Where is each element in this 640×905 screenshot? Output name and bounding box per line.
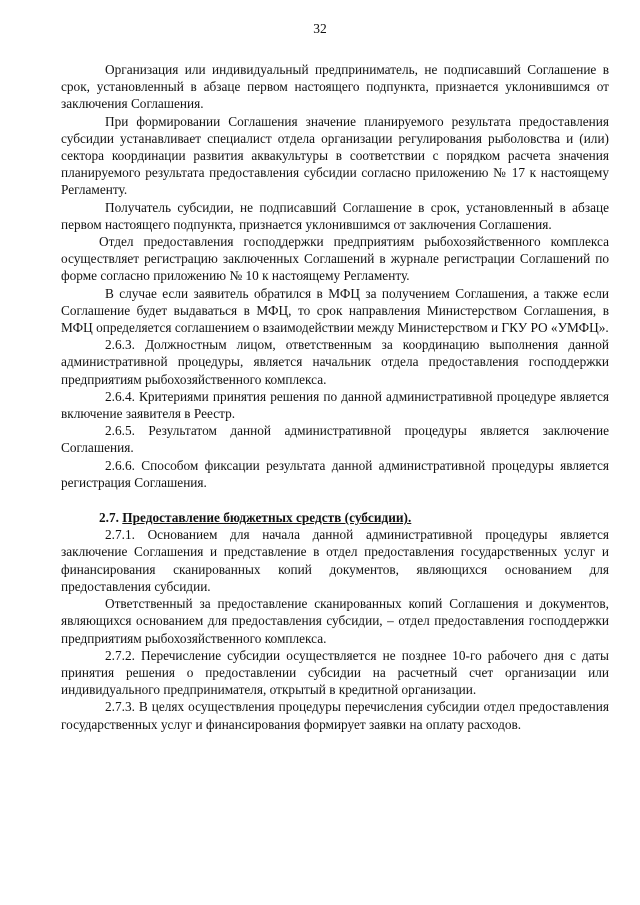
paragraph-2-6-4: 2.6.4. Критериями принятия решения по данной административной процедуре является включение заявителя в Реестр. — [61, 388, 609, 422]
paragraph-unsigned-agreement: Организация или индивидуальный предприниматель, не подписавший Соглашение в срок, установленный в абзаце первом настоящего подпункта, признается уклонившимся от заключения Соглашения. — [61, 62, 609, 112]
section-gap — [61, 491, 609, 509]
section-heading-title: Предоставление бюджетных средств (субсидии). — [122, 510, 412, 526]
paragraph-2-7-1: 2.7.1. Основанием для начала данной административной процедуры является заключение Соглашения и представление в отдел предоставления государственных услуг и финансирования сканированных копий документов, являющихся основанием для предоставления субсидии. — [61, 527, 609, 594]
section-heading-number: 2.7. — [99, 510, 119, 526]
paragraph-2-6-3: 2.6.3. Должностным лицом, ответственным за координацию выполнения данной административной процедуры, является начальник отдела предоставления господдержки предприятиям рыбохозяйственного комплекса. — [61, 337, 609, 387]
paragraph-responsible: Ответственный за предоставление сканированных копий Соглашения и документов, являющихся основанием для предоставления субсидии, – отдел предоставления господдержки предприятиям рыбохозяйственного комплекса. — [61, 596, 609, 646]
section-heading-2-7 — [61, 509, 609, 526]
paragraph-2-7-2: 2.7.2. Перечисление субсидии осуществляется не позднее 10-го рабочего дня с даты принятия решения о предоставлении субсидии на расчетный счет организации или индивидуального предпринимателя, открытый в кредитной организации. — [61, 647, 609, 698]
paragraph-planned-result: При формировании Соглашения значение планируемого результата предоставления субсидии устанавливает специалист отдела организации регулирования рыболовства и (или) сектора координации развития аквакультуры в соответствии с порядком расчета значения планируемого результата предоставления субсидии согласно приложению № 17 к настоящему Регламенту. — [61, 113, 609, 198]
paragraph-2-7-3: 2.7.3. В целях осуществления процедуры перечисления субсидии отдел предоставления государственных услуг и финансирования формирует заявки на оплату расходов. — [61, 699, 609, 732]
page-number: 32 — [313, 21, 327, 36]
paragraph-registration-journal: Отдел предоставления господдержки предприятиям рыбохозяйственного комплекса осуществляет регистрацию заключенных Соглашений в журнале регистрации Соглашений по форме согласно приложению № 10 к настоящему Регламенту. — [61, 234, 609, 284]
document-body — [61, 61, 609, 733]
paragraph-2-6-5: 2.6.5. Результатом данной административной процедуры является заключение Соглашения. — [61, 423, 609, 456]
paragraph-recipient-unsigned: Получатель субсидии, не подписавший Соглашение в срок, установленный в абзаце первом настоящего подпункта, признается уклонившимся от заключения Соглашения. — [61, 199, 609, 232]
paragraph-mfc: В случае если заявитель обратился в МФЦ за получением Соглашения, а также если Соглашение будет выдаваться в МФЦ, то срок направления Министерством Соглашения, в МФЦ определяется соглашением о взаимодействии между Министерством и ГКУ РО «УМФЦ». — [61, 285, 609, 336]
paragraph-2-6-6: 2.6.6. Способом фиксации результата данной административной процедуры является регистрация Соглашения. — [61, 457, 609, 490]
